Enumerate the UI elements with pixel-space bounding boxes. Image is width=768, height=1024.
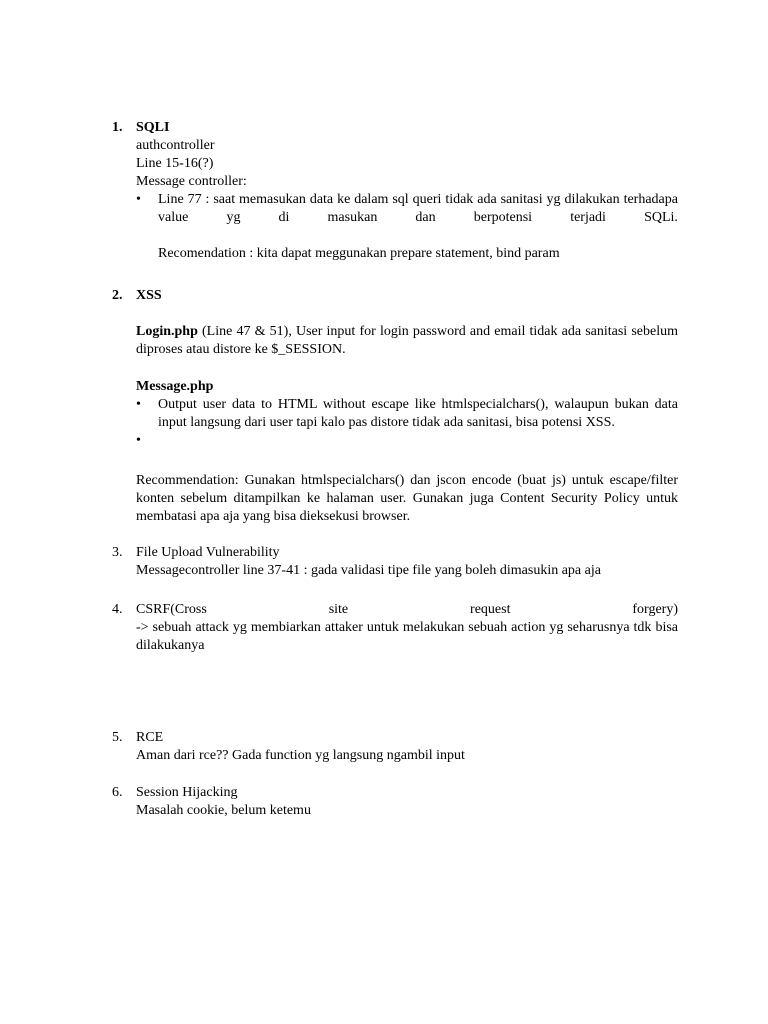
recommendation-text: Recomendation : kita dapat meggunakan prepare statement, bind param: [158, 246, 560, 261]
section-number: 5.: [112, 730, 123, 745]
word: site: [328, 602, 349, 617]
word: masukan: [327, 210, 378, 225]
word: berpotensi: [473, 210, 533, 225]
text-line: authcontroller: [136, 138, 215, 153]
word: terjadi: [570, 210, 606, 225]
section-sqli: [112, 119, 678, 263]
paragraph-text: -> sebuah attack yg membiarkan attaker untuk melakukan sebuah action yg seharusnya tdk bisa dilakukanya: [136, 620, 678, 653]
text-line: Aman dari rce?? Gada function yg langsung ngambil input: [136, 748, 465, 763]
word: request: [470, 602, 511, 617]
section-session-hijacking: [112, 784, 678, 820]
file-name: Login.php: [136, 324, 198, 339]
section-file-upload: [112, 544, 678, 580]
word: value: [158, 210, 189, 225]
list-item: • Output user data to HTML without escape like htmlspecialchars(), walaupun bukan data input langsung dari user tapi kalo pas distore tidak ada sanitasi, bisa potensi XSS.: [136, 396, 678, 432]
word: SQLi.: [644, 210, 678, 225]
section-number: 2.: [112, 288, 123, 303]
word: dan: [415, 210, 436, 225]
xss-login-paragraph: [112, 323, 678, 359]
section-title: Session Hijacking: [136, 785, 238, 800]
text-line: Messagecontroller line 37-41 : gada validasi tipe file yang boleh dimasukin apa aja: [136, 563, 601, 578]
section-number: 6.: [112, 785, 123, 800]
word: di: [278, 210, 290, 225]
section-number: 3.: [112, 545, 123, 560]
section-rce: [112, 729, 678, 765]
bullet-list: [136, 396, 678, 450]
list-item: [136, 191, 678, 263]
paragraph-text: (Line 47 & 51), User input for login password and email tidak ada sanitasi sebelum diproses atau distore ke $_SESSION.: [136, 324, 678, 357]
word: CSRF(Cross: [136, 602, 207, 617]
text-line: Message controller:: [136, 174, 247, 189]
file-name: Message.php: [136, 379, 214, 394]
bullet-text-line-spread: [158, 209, 678, 227]
xss-message-block: [112, 378, 678, 450]
section-title: SQLI: [136, 120, 170, 135]
word: forgery): [632, 602, 678, 617]
xss-recommendation: [112, 472, 678, 526]
section-title: XSS: [136, 288, 162, 303]
bullet-list: [136, 191, 678, 263]
section-title: File Upload Vulnerability: [136, 545, 280, 560]
section-csrf: [112, 601, 678, 655]
section-number: 4.: [112, 602, 123, 617]
word: yg: [226, 210, 241, 225]
section-xss: [112, 287, 678, 305]
bullet-text-line: • Line 77 : saat memasukan data ke dalam sql queri tidak ada sanitasi yg dilakukan terhadapa: [158, 192, 678, 207]
list-item-empty: [136, 432, 678, 450]
text-line: Masalah cookie, belum ketemu: [136, 803, 311, 818]
section-number: 1.: [112, 120, 123, 135]
section-title: RCE: [136, 730, 164, 745]
text-line: Line 15-16(?): [136, 156, 214, 171]
recommendation-text: Recommendation: Gunakan htmlspecialchars() dan jscon encode (buat js) untuk escape/filter konten sebelum ditampilkan ke halaman user. Gunakan juga Content Security Policy untuk membatasi apa aja yang bisa dieksekusi browser.: [136, 473, 678, 524]
section-title: [136, 601, 678, 619]
